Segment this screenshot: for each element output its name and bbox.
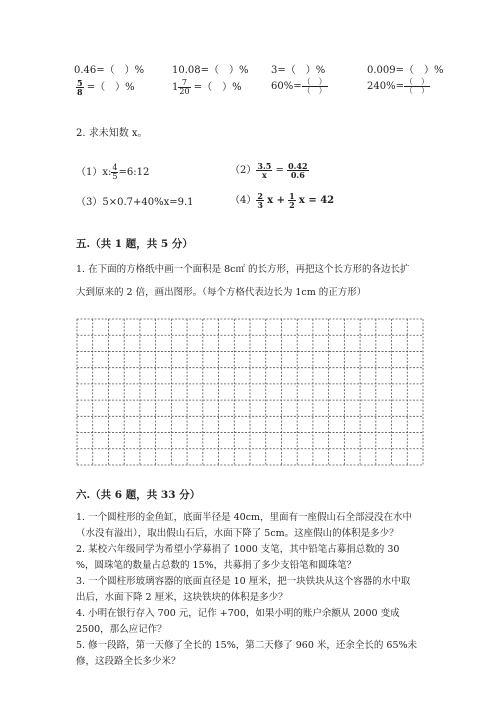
- equation-2: （2） $\frac{3.5}{x}$ = $\frac{0.42}{0.6}$: [230, 161, 308, 180]
- blank-item-3: 3=（ ）%: [271, 65, 326, 76]
- section-6-line: （水没有溢出），取出假山石后，水面下降了 5cm。这座假山的体积是多少？: [76, 528, 399, 539]
- section-5-line-1: 1. 在下面的方格纸中画一个面积是 8c㎡ 的长方形，再把这个长方形的各边长扩: [76, 264, 410, 275]
- section-6-line: 4. 小明在银行存入 700 元，记作 +700，如果小明的账户余额从 2000 变成: [76, 608, 400, 619]
- equation-3: （3）5×0.7+40%x=9.1: [76, 197, 194, 208]
- equation-4: （4） $\frac{2}{3}$ x + $\frac{1}{2}$ x = 42: [230, 191, 335, 210]
- blank-item-2: 10.08=（ ）%: [172, 65, 249, 76]
- section-6-line: 出后，水面下降 2 厘米，这块铁块的体积是多少？: [76, 592, 288, 603]
- section-6-line: 5. 修一段路，第一天修了全长的 15%，第二天修了 960 米，还余全长的 65%未: [76, 640, 418, 651]
- blank-item-5: $\frac{5}{8}$ =（ ）%: [77, 78, 135, 97]
- section-6-line: 1. 一个圆柱形的金鱼缸，底面半径是 40cm，里面有一座假山石全部浸没在水中: [76, 512, 413, 523]
- grid-paper: [76, 318, 424, 466]
- blank-item-7: 60%= $\frac{( )}{( )}$: [271, 77, 327, 95]
- equation-1: （1）x: $\frac{4}{5}$ =6:12: [76, 163, 150, 181]
- section-5-line-2: 大到原来的 2 倍，画出图形。（每个方格代表边长为 1cm 的正方形）: [76, 287, 367, 298]
- section-6-heading: 六.（共 6 题，共 33 分）: [76, 489, 201, 501]
- section-6-line: 2. 某校六年级同学为希望小学募捐了 1000 支笔，其中铅笔占募捐总数的 30: [76, 544, 400, 555]
- blank-item-1: 0.46=（ ）%: [74, 65, 145, 76]
- section-5-heading: 五.（共 1 题，共 5 分）: [76, 238, 193, 250]
- blank-item-4: 0.009=（ ）%: [367, 65, 444, 76]
- section-6-line: 2500，那么应记作？: [76, 624, 167, 635]
- section-6-line: 修，这段路全长多少米？: [76, 656, 181, 667]
- section-6-line: 3. 一个圆柱形玻璃容器的底面直径是 10 厘米，把一块铁块从这个容器的水中取: [76, 576, 411, 587]
- section-6-line: %，圆珠笔的数量占总数的 15%，共募捐了多少支铅笔和圆珠笔？: [76, 560, 357, 571]
- blank-item-8: 240%= $\frac{( )}{( )}$: [367, 77, 429, 95]
- blank-item-6: 1 $\frac{7}{20}$ =（ ）%: [172, 78, 242, 96]
- question-2-title: 2. 求未知数 x。: [76, 128, 148, 139]
